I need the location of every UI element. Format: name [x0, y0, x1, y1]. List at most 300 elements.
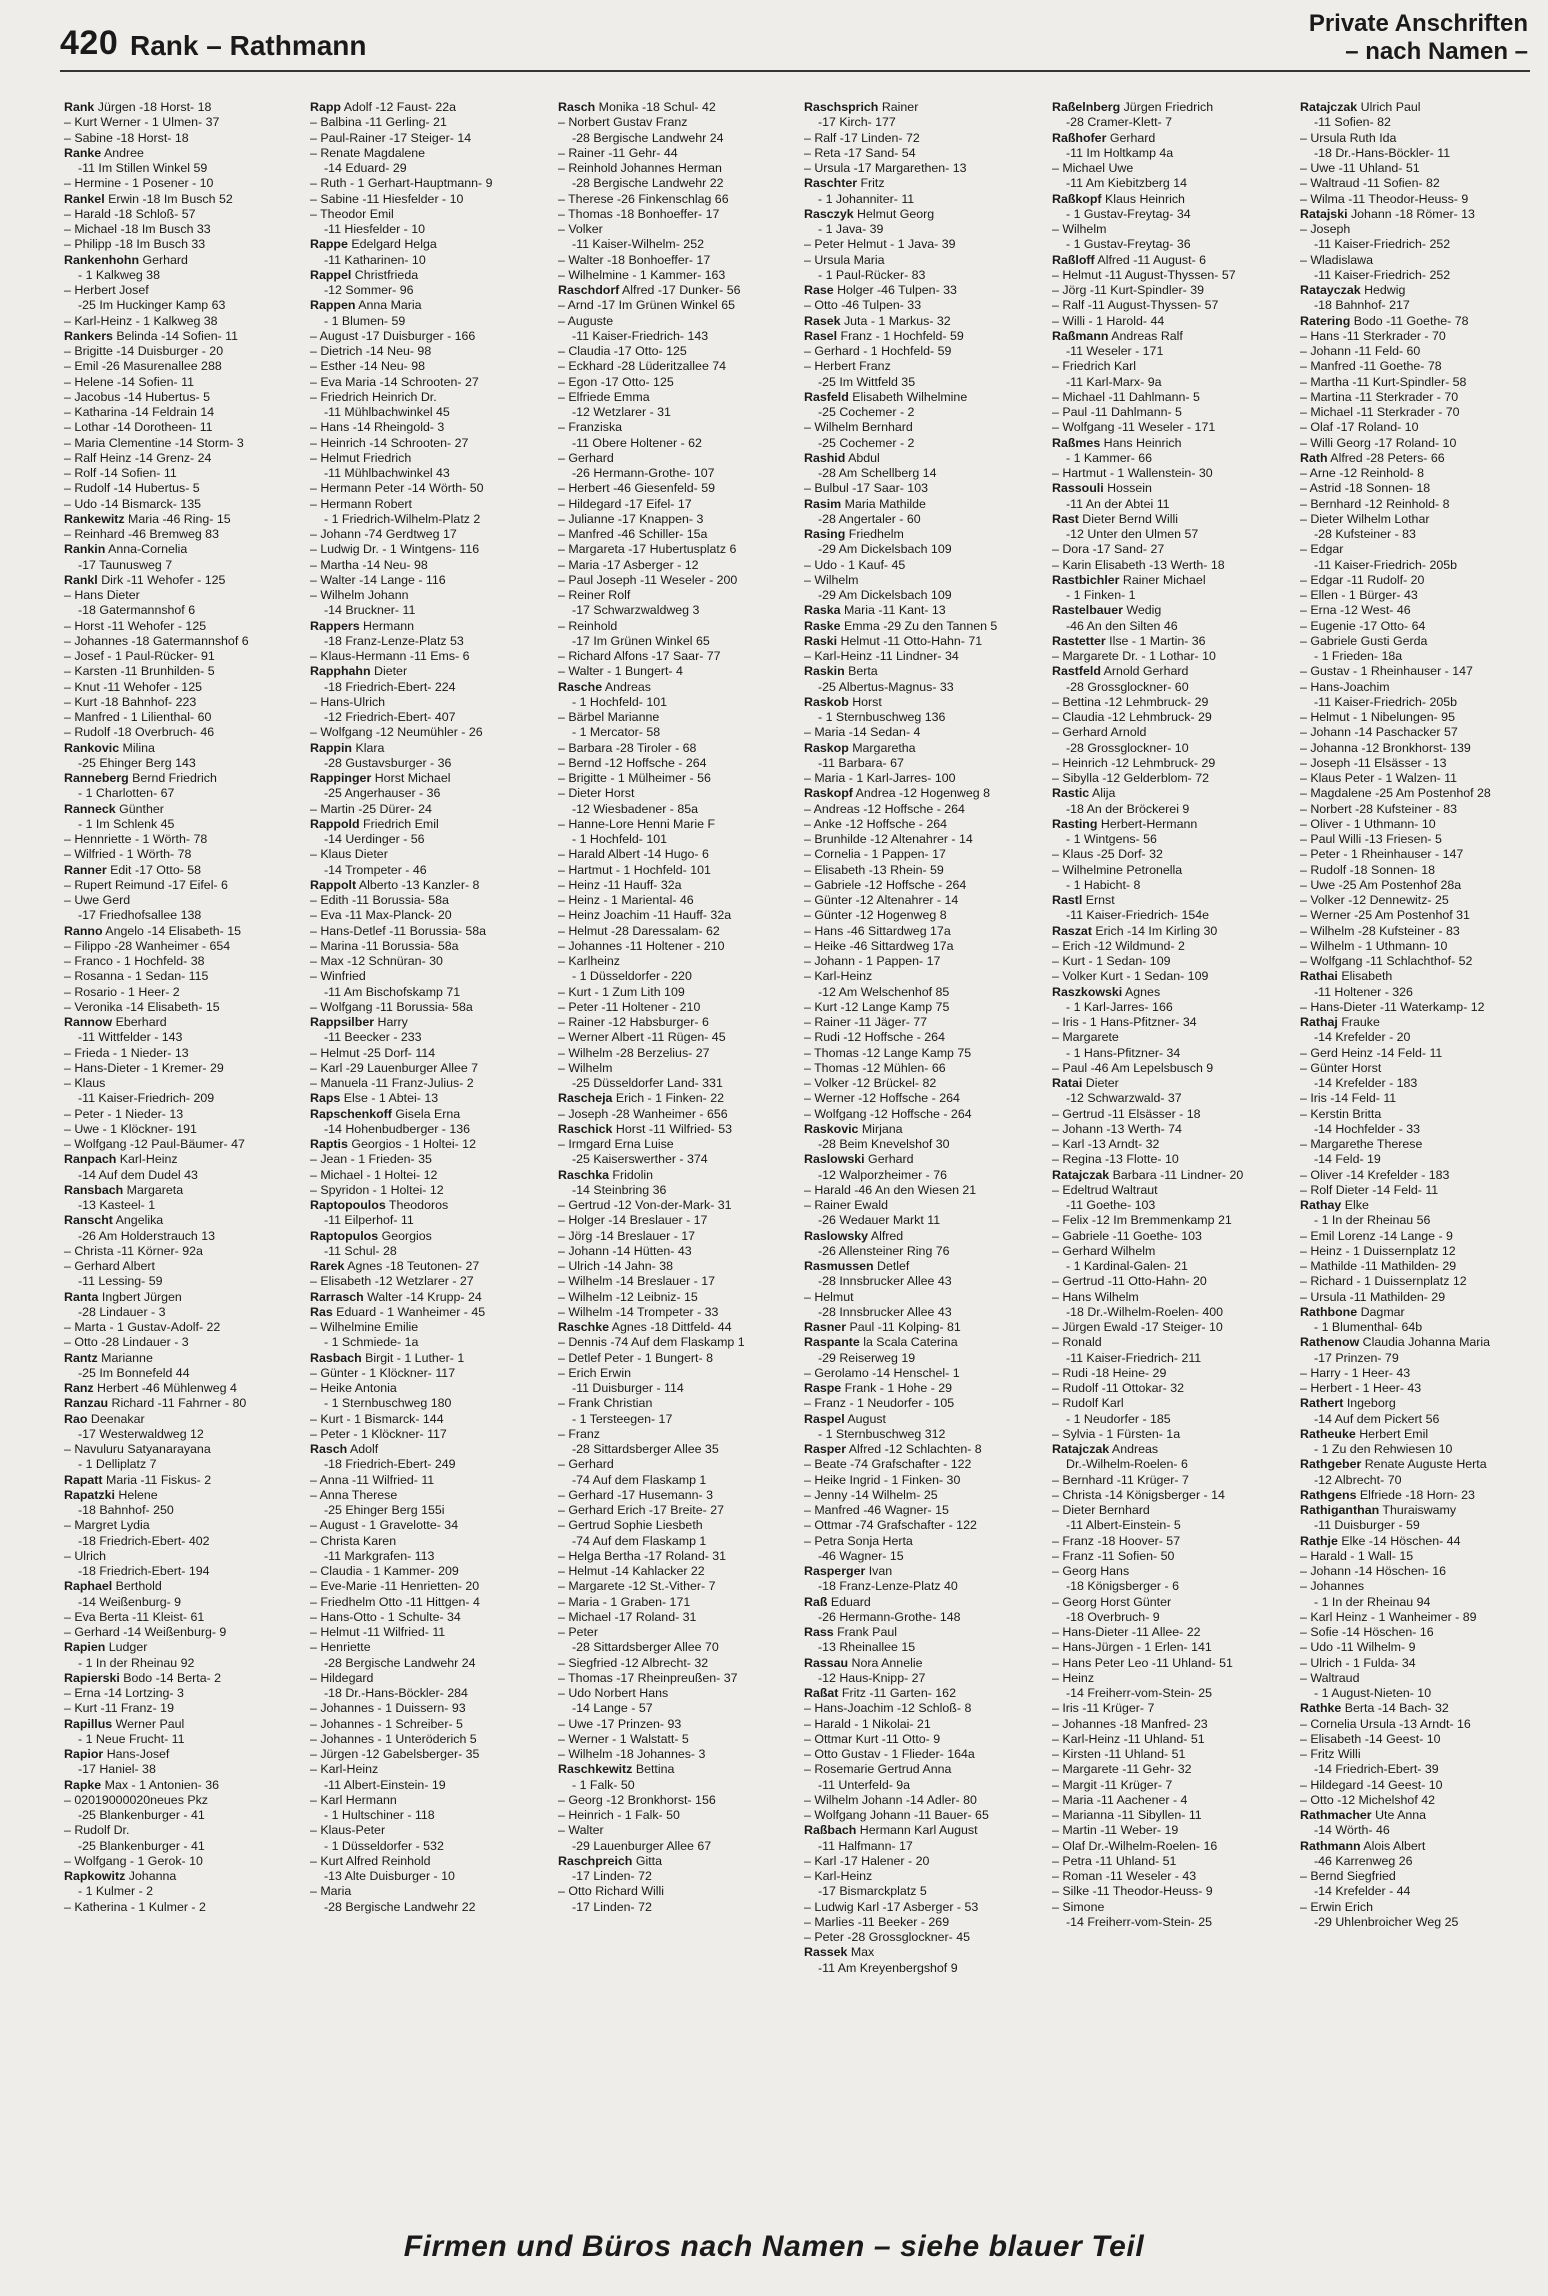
directory-entry: – Rolf -14 Sofien- 11 — [64, 466, 177, 480]
directory-entry: – Franziska — [558, 420, 623, 435]
directory-entry: – Maria -11 Aachener - 4 — [1052, 1792, 1188, 1807]
directory-entry: – Rudi -12 Hoffsche - 264 — [804, 1030, 945, 1045]
directory-entry: – Gerhard -17 Husemann- 3 — [558, 1487, 713, 1502]
directory-entry: – Heinrich - 1 Falk- 50 — [558, 1808, 680, 1822]
directory-entry: – Ursula -11 Mathilden- 29 — [1300, 1289, 1446, 1304]
directory-entry: – Johannes - 1 Unteröderich 5 — [310, 1731, 477, 1746]
directory-entry: – Harry - 1 Heer- 43 — [1300, 1365, 1411, 1380]
directory-entry: - 1 Gustav-Freytag- 36 — [1066, 237, 1191, 252]
directory-entry: Rasner Paul -11 Kolping- 81 — [804, 1320, 961, 1334]
directory-entry: – Ulrich -14 Jahn- 38 — [558, 1259, 674, 1273]
directory-entry: - 1 Blumenthal- 64b — [1314, 1320, 1423, 1334]
directory-entry: – Marianna -11 Sibyllen- 11 — [1052, 1808, 1202, 1822]
directory-entry: – Paul -46 Am Lepelsbusch 9 — [1052, 1060, 1214, 1075]
section-title-line-1: Private Anschriften — [1308, 10, 1528, 37]
directory-entry: -25 Im Bonnefeld 44 — [78, 1365, 190, 1380]
directory-entry: – Willi Georg -17 Roland- 10 — [1300, 435, 1457, 450]
directory-entry: – Hans-Otto - 1 Schulte- 34 — [310, 1609, 461, 1624]
directory-entry: – Hans-Ulrich — [310, 694, 386, 709]
directory-entry: -11 Kaiser-Friedrich- 252 — [1314, 267, 1451, 282]
directory-entry: Rase Holger -46 Tulpen- 33 — [804, 283, 957, 297]
directory-entry: Rappin Klara — [310, 740, 385, 755]
directory-entry: -29 Lauenburger Allee 67 — [572, 1838, 712, 1853]
directory-entry: – Wilhelm -18 Johannes- 3 — [558, 1747, 706, 1761]
directory-entry: – Wilhelmine - 1 Kammer- 163 — [558, 267, 726, 282]
directory-entry: -17 Prinzen- 79 — [1314, 1350, 1399, 1365]
directory-entry: Ratai Dieter — [1052, 1076, 1119, 1090]
directory-entry: – Filippo -28 Wanheimer - 654 — [64, 938, 231, 953]
directory-entry: – Michael -17 Roland- 31 — [558, 1609, 697, 1624]
directory-entry: – Ursula -17 Margarethen- 13 — [804, 161, 967, 175]
directory-entry: Rathai Elisabeth — [1300, 969, 1393, 984]
directory-entry: Rathay Elke — [1300, 1198, 1369, 1212]
directory-entry: – Simone — [1052, 1899, 1105, 1914]
directory-entry: – Gertrud -11 Otto-Hahn- 20 — [1052, 1274, 1207, 1289]
directory-entry: -74 Auf dem Flaskamp 1 — [572, 1472, 707, 1487]
directory-entry: -14 Lange - 57 — [572, 1701, 653, 1716]
directory-entry: – Renate Magdalene — [310, 145, 426, 160]
directory-entry: Ratajski Johann -18 Römer- 13 — [1300, 206, 1475, 221]
directory-entry: – Claudia -12 Lehmbruck- 29 — [1052, 710, 1212, 724]
directory-entry: – Werner - 1 Walstatt- 5 — [558, 1731, 689, 1746]
directory-entry: Raschsprich Rainer — [804, 100, 919, 114]
directory-entry: Rankovic Milina — [64, 740, 155, 755]
directory-entry: -25 Im Huckinger Kamp 63 — [78, 298, 226, 313]
directory-entry: – Friedrich Karl — [1052, 359, 1137, 374]
section-title-line-2: – nach Namen – — [1345, 38, 1528, 65]
directory-entry: – Beate -74 Grafschafter - 122 — [804, 1457, 972, 1472]
directory-entry: – Marina -11 Borussia- 58a — [310, 938, 459, 953]
directory-entry: – Günter Horst — [1300, 1060, 1382, 1075]
directory-entry: - 1 Mercator- 58 — [572, 725, 661, 740]
directory-entry: – Gerhard Erich -17 Breite- 27 — [558, 1503, 724, 1517]
directory-entry: - 1 Finken- 1 — [1066, 588, 1136, 602]
directory-entry: – Karl -17 Halener - 20 — [804, 1853, 930, 1868]
directory-entry: – Margarete -12 St.-Vither- 7 — [558, 1579, 716, 1594]
directory-entry: -25 Ehinger Berg 143 — [78, 755, 196, 770]
directory-entry: – Hans Peter Leo -11 Uhland- 51 — [1052, 1655, 1233, 1670]
directory-entry: Rath Alfred -28 Peters- 66 — [1300, 450, 1445, 465]
directory-entry: Raßmann Andreas Ralf — [1052, 328, 1183, 343]
directory-entry: Ranno Angelo -14 Elisabeth- 15 — [64, 923, 242, 938]
directory-entry: – Elisabeth -12 Wetzlarer - 27 — [310, 1274, 474, 1289]
directory-entry: Ratering Bodo -11 Goethe- 78 — [1300, 313, 1469, 328]
directory-entry: – Gerhard Wilhelm — [1052, 1243, 1156, 1258]
directory-entry: – Gabriele -11 Goethe- 103 — [1052, 1228, 1202, 1243]
directory-entry: Ranzau Richard -11 Fahrner - 80 — [64, 1396, 247, 1411]
directory-entry: – Helmut -11 Wilfried- 11 — [310, 1625, 446, 1639]
directory-entry: – Herbert Josef — [64, 283, 149, 297]
directory-entry: – Klaus-Hermann -11 Ems- 6 — [310, 649, 470, 663]
directory-entry: – Uwe -25 Am Postenhof 28a — [1300, 877, 1462, 892]
directory-entry: Ranz Herbert -46 Mühlenweg 4 — [64, 1381, 237, 1395]
directory-entry: – Christa -11 Körner- 92a — [64, 1243, 203, 1258]
directory-entry: – Elfriede Emma — [558, 389, 650, 404]
directory-entry: Rankenhohn Gerhard — [64, 252, 188, 267]
directory-entry: – Hermann Robert — [310, 496, 412, 511]
directory-entry: - 1 Kardinal-Galen- 21 — [1066, 1259, 1188, 1273]
directory-entry: – Norbert -28 Kufsteiner - 83 — [1300, 801, 1458, 816]
directory-entry: – Peter - 1 Nieder- 13 — [64, 1106, 184, 1121]
directory-entry: – Uwe -11 Uhland- 51 — [1300, 161, 1420, 175]
directory-entry: – Günter -12 Hogenweg 8 — [804, 908, 947, 923]
directory-entry: – Thomas -12 Lange Kamp 75 — [804, 1045, 972, 1060]
directory-entry: – Olaf -17 Roland- 10 — [1300, 420, 1419, 435]
directory-entry: – Wolfgang -11 Weseler - 171 — [1052, 420, 1216, 435]
directory-entry: -28 Grossglockner- 60 — [1066, 679, 1189, 694]
directory-entry: Ratheuke Herbert Emil — [1300, 1426, 1429, 1441]
directory-entry: – Hanne-Lore Henni Marie F — [558, 816, 716, 831]
directory-entry: – Richard Alfons -17 Saar- 77 — [558, 649, 721, 663]
directory-entry: - 1 Kalkweg 38 — [78, 267, 160, 282]
directory-entry: – Johannes -11 Holtener - 210 — [558, 938, 725, 953]
directory-entry: – Dora -17 Sand- 27 — [1052, 542, 1165, 557]
directory-entry: -11 Duisburger - 59 — [1314, 1518, 1420, 1533]
directory-entry: – Wolfgang -12 Paul-Bäumer- 47 — [64, 1137, 245, 1151]
directory-entry: – Wolfgang -12 Neumühler - 26 — [310, 725, 483, 740]
directory-entry: – Martin -25 Dürer- 24 — [310, 801, 432, 816]
directory-entry: – Rainer -11 Gehr- 44 — [558, 145, 678, 160]
directory-entry: – Udo -11 Wilhelm- 9 — [1300, 1640, 1416, 1655]
directory-entry: Rappsilber Harry — [310, 1015, 408, 1029]
directory-entry: – Rudolf Dr. — [64, 1823, 130, 1838]
directory-entry: - 1 Kammer- 66 — [1066, 450, 1153, 465]
directory-entry: -46 Karrenweg 26 — [1314, 1853, 1413, 1868]
directory-entry: – Johann -74 Gerdtweg 17 — [310, 527, 457, 541]
directory-entry: – Harald Albert -14 Hugo- 6 — [558, 847, 709, 862]
directory-entry: – August - 1 Gravelotte- 34 — [310, 1518, 459, 1533]
directory-entry: – Oliver - 1 Uthmann- 10 — [1300, 816, 1436, 831]
directory-entry: – Brigitte - 1 Mülheimer - 56 — [558, 771, 711, 785]
directory-entry: Rappolt Alberto -13 Kanzler- 8 — [310, 877, 480, 892]
directory-entry: – Walter -18 Bonhoeffer- 17 — [558, 252, 711, 267]
directory-entry: - 1 Hochfeld- 101 — [572, 832, 668, 846]
directory-entry: -14 Auf dem Dudel 43 — [78, 1167, 198, 1182]
directory-entry: – Bernhard -12 Reinhold- 8 — [1300, 496, 1450, 511]
directory-entry: – Uwe -17 Prinzen- 93 — [558, 1716, 682, 1731]
directory-entry: -11 Obere Holtener - 62 — [572, 435, 702, 450]
directory-entry: – Wladislawa — [1300, 252, 1373, 267]
directory-entry: -28 Bergische Landwehr 22 — [324, 1899, 476, 1914]
directory-entry: – Rupert Reimund -17 Eifel- 6 — [64, 877, 228, 892]
directory-entry: – Kerstin Britta — [1300, 1106, 1382, 1121]
directory-entry: – Johanna -12 Bronkhorst- 139 — [1300, 740, 1471, 755]
directory-entry: – Roman -11 Weseler - 43 — [1052, 1869, 1197, 1883]
directory-entry: -11 Holtener - 326 — [1314, 984, 1413, 999]
directory-entry: – Max -12 Schnüran- 30 — [310, 954, 443, 968]
directory-entry: -17 Haniel- 38 — [78, 1762, 156, 1777]
directory-entry: – Hildegard — [310, 1670, 374, 1685]
directory-entry: -11 Hiesfelder - 10 — [324, 222, 426, 236]
directory-entry: – Eve-Marie -11 Henrietten- 20 — [310, 1579, 480, 1594]
directory-entry: – Karin Elisabeth -13 Werth- 18 — [1052, 557, 1225, 572]
directory-entry: Rasch Monika -18 Schul- 42 — [558, 100, 716, 114]
directory-entry: Rascheja Erich - 1 Finken- 22 — [558, 1091, 724, 1106]
directory-entry: – Christa Karen — [310, 1533, 397, 1548]
directory-entry: – Jörg -11 Kurt-Spindler- 39 — [1052, 283, 1204, 297]
directory-entry: – Rudolf -18 Sonnen- 18 — [1300, 862, 1436, 877]
directory-entry: – Manfred -46 Schiller- 15a — [558, 527, 708, 541]
directory-entry: – Helmut — [804, 1289, 854, 1304]
directory-entry: – Rudolf -11 Ottokar- 32 — [1052, 1381, 1185, 1395]
directory-entry: – Gerhard -14 Weißenburg- 9 — [64, 1625, 227, 1639]
directory-entry: – Hartmut - 1 Wallenstein- 30 — [1052, 466, 1213, 480]
directory-entry: Rantz Marianne — [64, 1350, 153, 1365]
directory-entry: – Franz - 1 Neudorfer - 105 — [804, 1396, 955, 1411]
directory-entry: – Wilhelm -14 Breslauer - 17 — [558, 1274, 716, 1289]
directory-entry: – Anke -12 Hoffsche - 264 — [804, 816, 948, 831]
directory-entry: – Irmgard Erna Luise — [558, 1137, 674, 1151]
directory-entry: – Karl -13 Arndt- 32 — [1052, 1137, 1160, 1151]
directory-entry: – Kurt -12 Lange Kamp 75 — [804, 999, 950, 1014]
directory-entry: -13 Rheinallee 15 — [818, 1640, 916, 1655]
directory-entry: Rathert Ingeborg — [1300, 1396, 1396, 1411]
directory-entry: – Ludwig Dr. - 1 Wintgens- 116 — [310, 542, 480, 557]
directory-entry: Raske Emma -29 Zu den Tannen 5 — [804, 618, 998, 633]
page-header — [0, 0, 1548, 72]
directory-entry: Rathje Elke -14 Höschen- 44 — [1300, 1533, 1461, 1548]
directory-entry: – Edgar — [1300, 542, 1344, 557]
directory-entry: – Maria -17 Asberger - 12 — [558, 557, 699, 572]
directory-entry: -11 Lessing- 59 — [78, 1274, 163, 1289]
directory-entry: – Arne -12 Reinhold- 8 — [1300, 466, 1424, 480]
directory-entry: – Sabine -18 Horst- 18 — [64, 130, 189, 145]
directory-entry: – Gerhard — [558, 1457, 614, 1472]
directory-entry: – Udo Norbert Hans — [558, 1686, 669, 1700]
directory-entry: - 1 Zu den Rehwiesen 10 — [1314, 1442, 1453, 1456]
directory-entry: – Reiner Rolf — [558, 588, 631, 602]
directory-entry: – Otto -28 Lindauer - 3 — [64, 1335, 189, 1350]
directory-entry: – Helmut -28 Daressalam- 62 — [558, 923, 720, 938]
directory-entry: – Petra -11 Uhland- 51 — [1052, 1853, 1177, 1868]
directory-entry: – Johannes -18 Manfred- 23 — [1052, 1716, 1208, 1731]
directory-entry: – Knut -11 Wehofer - 125 — [64, 679, 202, 694]
directory-entry: Raptis Georgios - 1 Holtei- 12 — [310, 1137, 476, 1151]
directory-entry: – Rosanna - 1 Sedan- 115 — [64, 969, 209, 984]
directory-entry: – Volker — [558, 222, 603, 236]
directory-entry: Ratajczak Ulrich Paul — [1300, 100, 1421, 114]
directory-entry: – Franz -11 Sofien- 50 — [1052, 1548, 1175, 1563]
directory-entry: – Veronika -14 Elisabeth- 15 — [64, 999, 220, 1014]
directory-entry: – Bernd Siegfried — [1300, 1869, 1396, 1883]
directory-entry: -11 Albert-Einstein- 19 — [324, 1777, 446, 1792]
directory-entry: -28 Innsbrucker Allee 43 — [818, 1304, 952, 1319]
directory-entry: -28 Bergische Landwehr 24 — [324, 1655, 476, 1670]
directory-entry: – Martha -11 Kurt-Spindler- 58 — [1300, 374, 1467, 389]
directory-entry: Rastic Alija — [1052, 786, 1116, 801]
directory-entry: -25 Düsseldorfer Land- 331 — [572, 1076, 723, 1090]
directory-entry: -28 Bergische Landwehr 22 — [572, 176, 724, 191]
directory-entry: -26 Wedauer Markt 11 — [818, 1213, 941, 1228]
directory-entry: – Georg Horst Günter — [1052, 1594, 1172, 1609]
directory-entry: -14 Bruckner- 11 — [324, 603, 416, 618]
directory-entry: – Regina -13 Flotte- 10 — [1052, 1152, 1179, 1167]
directory-entry: Rassek Max — [804, 1945, 875, 1960]
directory-entry: Raschter Fritz — [804, 176, 885, 191]
directory-entry: -14 Hochfelder - 33 — [1314, 1121, 1421, 1136]
directory-entry: Rank Jürgen -18 Horst- 18 — [64, 100, 212, 114]
directory-entry: – Hermann Peter -14 Wörth- 50 — [310, 481, 484, 496]
directory-entry: – Waltraud — [1300, 1670, 1360, 1685]
directory-entry: - 1 Gustav-Freytag- 34 — [1066, 206, 1191, 221]
directory-entry: Raschkewitz Bettina — [558, 1762, 675, 1777]
directory-entry: – Harald -18 Schloß- 57 — [64, 206, 196, 221]
directory-entry: – Elisabeth -13 Rhein- 59 — [804, 862, 944, 877]
directory-entry: -14 Weißenburg- 9 — [78, 1594, 182, 1609]
directory-entry: – Peter Helmut - 1 Java- 39 — [804, 237, 956, 252]
directory-entry: -11 Kaiser-Friedrich- 143 — [572, 328, 709, 343]
directory-entry: – Rosemarie Gertrud Anna — [804, 1762, 952, 1777]
directory-entry: Rasper Alfred -12 Schlachten- 8 — [804, 1442, 982, 1456]
directory-entry: – Henriette — [310, 1640, 371, 1655]
directory-entry: -28 Innsbrucker Allee 43 — [818, 1274, 952, 1289]
directory-entry: Ranke Andree — [64, 145, 144, 160]
directory-entry: - 1 Frieden- 18a — [1314, 649, 1403, 663]
directory-entry: – 02019000020neues Pkz — [64, 1792, 208, 1807]
directory-entry: – Eva Maria -14 Schrooten- 27 — [310, 374, 479, 389]
directory-entry: – Johannes - 1 Schreiber- 5 — [310, 1716, 463, 1731]
directory-entry: -12 Schwarzwald- 37 — [1066, 1091, 1182, 1106]
directory-entry: – Ralf Heinz -14 Grenz- 24 — [64, 450, 212, 465]
directory-entry: – Wilma -11 Theodor-Heuss- 9 — [1300, 191, 1469, 206]
directory-entry: – Eva Berta -11 Kleist- 61 — [64, 1609, 205, 1624]
directory-entry: – Esther -14 Neu- 98 — [310, 359, 426, 374]
directory-entry: – Rolf Dieter -14 Feld- 11 — [1300, 1182, 1439, 1197]
directory-entry: – Karl-Heinz — [310, 1762, 379, 1777]
directory-entry: – Navuluru Satyanarayana — [64, 1442, 211, 1456]
directory-entry: -17 Linden- 72 — [572, 1899, 652, 1914]
directory-entry: – Karl-Heinz -11 Lindner- 34 — [804, 649, 959, 663]
directory-entry: - 1 Charlotten- 67 — [78, 786, 175, 801]
directory-entry: – Volker -12 Brückel- 82 — [804, 1076, 937, 1090]
directory-entry: – Thomas -17 Rheinpreußen- 37 — [558, 1670, 738, 1685]
directory-entry: – Manfred - 1 Lilienthal- 60 — [64, 710, 212, 724]
directory-entry: – Peter -11 Holtener - 210 — [558, 999, 701, 1014]
directory-entry: - 1 Johanniter- 11 — [818, 191, 915, 206]
directory-entry: -11 Am Kreyenbergshof 9 — [818, 1960, 958, 1975]
directory-entry: – Volker -12 Dennewitz- 25 — [1300, 893, 1449, 907]
directory-entry: -17 Schwarzwaldweg 3 — [572, 603, 700, 618]
directory-entry: – Maria - 1 Karl-Jarres- 100 — [804, 771, 956, 785]
directory-entry: – Johann -14 Höschen- 16 — [1300, 1564, 1447, 1578]
directory-entry: – Dietrich -14 Neu- 98 — [310, 344, 432, 358]
directory-entry: – Frank Christian — [558, 1396, 653, 1411]
directory-entry: – Gabriele Gusti Gerda — [1300, 633, 1428, 648]
directory-entry: - 1 Friedrich-Wilhelm-Platz 2 — [324, 511, 481, 526]
directory-entry: -12 Wiesbadener - 85a — [572, 801, 699, 816]
directory-entry: – Holger -14 Breslauer - 17 — [558, 1213, 708, 1228]
directory-entry: -11 Halfmann- 17 — [818, 1838, 913, 1853]
directory-entry: – Wilhelm Bernhard — [804, 420, 913, 435]
directory-entry: -29 Am Dickelsbach 109 — [818, 542, 952, 557]
directory-entry: – Winfried — [310, 969, 366, 984]
directory-entry: Ranta Ingbert Jürgen — [64, 1289, 182, 1304]
directory-entry: – Hildegard -17 Eifel- 17 — [558, 496, 692, 511]
directory-entry: – Uwe - 1 Klöckner- 191 — [64, 1121, 197, 1136]
directory-entry: - 1 Paul-Rücker- 83 — [818, 267, 926, 282]
directory-entry: Ransbach Margareta — [64, 1182, 184, 1197]
directory-entry: – Manfred -46 Wagner- 15 — [804, 1503, 949, 1517]
directory-entry: Rankin Anna-Cornelia — [64, 542, 188, 557]
page-number: 420 — [60, 24, 119, 62]
directory-entry: – Joseph -28 Wanheimer - 656 — [558, 1106, 728, 1121]
directory-entry: -12 Friedrich-Ebert- 407 — [324, 710, 456, 724]
directory-entry: – Felix -12 Im Bremmenkamp 21 — [1052, 1213, 1232, 1228]
directory-entry: – Helene -14 Sofien- 11 — [64, 374, 194, 389]
directory-entry: -25 Cochemer - 2 — [818, 405, 915, 419]
directory-entry: – Rosario - 1 Heer- 2 — [64, 984, 180, 999]
directory-entry: - 1 Im Schlenk 45 — [78, 816, 175, 831]
directory-entry: – Udo - 1 Kauf- 45 — [804, 557, 906, 572]
directory-entry: -11 Kaiser-Friedrich- 209 — [78, 1091, 215, 1106]
directory-entry: -12 Albrecht- 70 — [1314, 1472, 1402, 1487]
directory-entry: – Norbert Gustav Franz — [558, 115, 688, 130]
directory-entry: – Thomas -18 Bonhoeffer- 17 — [558, 206, 720, 221]
directory-entry: – Spyridon - 1 Holtei- 12 — [310, 1182, 444, 1197]
directory-entry: Rapphahn Dieter — [310, 664, 408, 679]
directory-entry: – Rainer -11 Jäger- 77 — [804, 1015, 928, 1029]
directory-entry: -29 Uhlenbroicher Weg 25 — [1314, 1914, 1459, 1929]
directory-entry: – Cornelia Ursula -13 Arndt- 16 — [1300, 1716, 1471, 1731]
directory-entry: -18 Friedrich-Ebert- 224 — [324, 679, 456, 694]
directory-entry: – Klaus Peter - 1 Walzen- 11 — [1300, 771, 1458, 785]
directory-entry: -13 Alte Duisburger - 10 — [324, 1869, 455, 1883]
directory-entry: – Richard - 1 Duissernplatz 12 — [1300, 1274, 1467, 1289]
directory-entry: -14 Trompeter - 46 — [324, 862, 427, 877]
directory-entry: Raßkopf Klaus Heinrich — [1052, 191, 1185, 206]
directory-entry: Rasczyk Helmut Georg — [804, 206, 935, 221]
directory-entry: Rass Frank Paul — [804, 1625, 897, 1639]
header-rule — [60, 70, 1530, 72]
directory-entry: – Ruth - 1 Gerhart-Hauptmann- 9 — [310, 176, 493, 191]
directory-entry: -12 Unter den Ulmen 57 — [1066, 527, 1199, 541]
directory-entry: - 1 Karl-Jarres- 166 — [1066, 999, 1173, 1014]
directory-entry: – Ulrich - 1 Fulda- 34 — [1300, 1655, 1416, 1670]
directory-entry: – Werner -25 Am Postenhof 31 — [1300, 908, 1470, 923]
directory-entry: – Michael Uwe — [1052, 161, 1134, 175]
directory-entry: -11 Duisburger - 114 — [572, 1381, 684, 1395]
directory-entry: -25 Cochemer - 2 — [818, 435, 915, 450]
directory-entry: Rastetter Ilse - 1 Martin- 36 — [1052, 633, 1206, 648]
directory-entry: – Gabriele -12 Hoffsche - 264 — [804, 877, 967, 892]
directory-entry: – Ursula Ruth Ida — [1300, 130, 1397, 145]
directory-entry: – Karl-Heinz - 1 Kalkweg 38 — [64, 313, 218, 328]
directory-entry: Rankewitz Maria -46 Ring- 15 — [64, 511, 231, 526]
directory-entry: – Herbert -46 Giesenfeld- 59 — [558, 481, 716, 496]
directory-entry: – Hans-Dieter - 1 Kremer- 29 — [64, 1060, 224, 1075]
directory-entry: -25 Im Wittfeld 35 — [818, 374, 916, 389]
directory-entry: Raschka Fridolin — [558, 1167, 654, 1182]
directory-entry: – Heinz - 1 Mariental- 46 — [558, 893, 694, 907]
directory-entry: – Hartmut - 1 Hochfeld- 101 — [558, 862, 711, 877]
directory-entry: -14 Krefelder - 44 — [1314, 1884, 1411, 1899]
directory-entry: -17 Linden- 72 — [572, 1869, 652, 1883]
directory-entry: – Reinhold — [558, 618, 618, 633]
directory-entry: – Waltraud -11 Sofien- 82 — [1300, 176, 1440, 191]
directory-entry: – Marta - 1 Gustav-Adolf- 22 — [64, 1320, 221, 1334]
directory-entry: -25 Angerhauser - 36 — [324, 786, 441, 801]
directory-entry: – Helmut - 1 Nibelungen- 95 — [1300, 710, 1455, 724]
directory-entry: – Hans-Joachim — [1300, 679, 1390, 694]
directory-entry: Ratajczak Barbara -11 Lindner- 20 — [1052, 1167, 1244, 1182]
directory-entry: – Ralf -11 August-Thyssen- 57 — [1052, 298, 1219, 313]
directory-entry: – Wilhelm -28 Kufsteiner - 83 — [1300, 923, 1460, 938]
directory-entry: Ranscht Angelika — [64, 1213, 164, 1228]
directory-entry: Raski Helmut -11 Otto-Hahn- 71 — [804, 633, 983, 648]
directory-entry: Rathmacher Ute Anna — [1300, 1808, 1427, 1822]
directory-entry: Rankel Erwin -18 Im Busch 52 — [64, 191, 233, 206]
directory-entry: – Martha -14 Neu- 98 — [310, 557, 428, 572]
